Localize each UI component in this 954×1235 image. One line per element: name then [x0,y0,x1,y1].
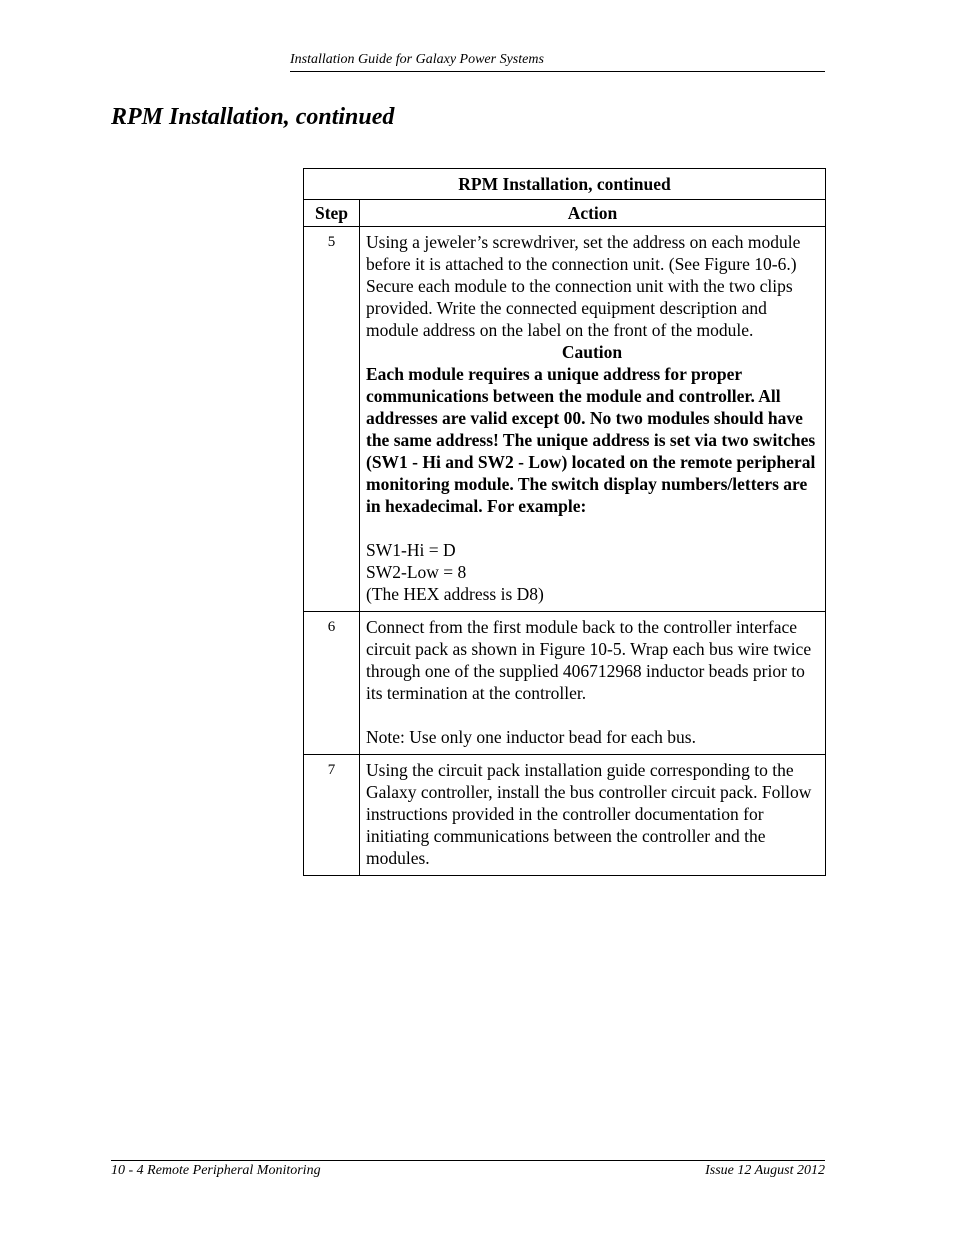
step-action [360,612,826,755]
table-header-row [304,200,826,227]
step-note: Note: Use only one inductor bead for each bus. [366,727,696,747]
table-caption-row [304,169,826,200]
column-header-step: Step [304,200,360,227]
step-number: 7 [304,755,360,876]
spacer [366,517,818,539]
step-number: 6 [304,612,360,755]
table-row-step-6 [304,612,826,755]
page-title: RPM Installation, continued [111,104,395,130]
table-row-step-5 [304,227,826,612]
step-number: 5 [304,227,360,612]
column-header-action: Action [360,200,826,227]
step-action [360,227,826,612]
example-line: (The HEX address is D8) [366,584,544,604]
footer-issue-date: Issue 12 August 2012 [705,1163,825,1178]
running-header-text: Installation Guide for Galaxy Power Systems [290,52,544,67]
running-header [290,52,825,72]
step-instruction: Connect from the first module back to the controller interface circuit pack as shown in Figure 10-5. Wrap each bus wire twice through one of the supplied 406712968 inductor beads prior to its termination at the controller. [366,617,812,703]
example-line: SW2-Low = 8 [366,562,467,582]
step-action [360,755,826,876]
caution-heading: Caution [561,342,623,362]
installation-steps-table [303,168,826,876]
step-instruction: Using the circuit pack installation guide corresponding to the Galaxy controller, install the bus controller circuit pack. Follow instructions provided in the controller documentation for initiating communications between the controller and the modules. [366,760,812,868]
step-instruction: Using a jeweler’s screwdriver, set the address on each module before it is attached to the connection unit. (See Figure 10-6.) Secure each module to the connection unit with the two clips provided. Write the connected equipment description and module address on the label on the front of the module. [366,232,801,340]
table-caption: RPM Installation, continued [304,169,826,200]
footer-section-label: 10 - 4 Remote Peripheral Monitoring [111,1163,321,1178]
table-row-step-7 [304,755,826,876]
example-line: SW1-Hi = D [366,540,456,560]
spacer [366,704,818,726]
caution-text: Each module requires a unique address for proper communications between the module and controller. All addresses are valid except 00. No two modules should have the same address! The unique address is set via two switches (SW1 - Hi and SW2 - Low) located on the remote peripheral monitoring module. The switch display numbers/letters are in hexadecimal. For example: [366,364,816,516]
running-footer [111,1160,825,1179]
